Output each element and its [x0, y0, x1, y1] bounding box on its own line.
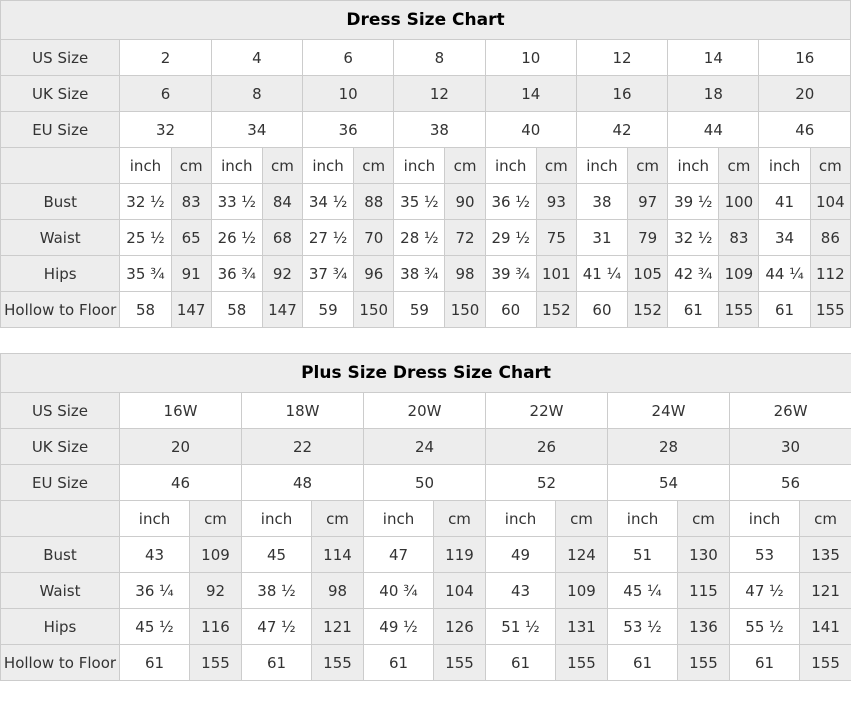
measurement-cm-cell: 121 [312, 609, 364, 645]
measurement-cm-cell: 86 [810, 220, 850, 256]
dress-size-chart-table [0, 0, 851, 328]
size-value-cell: 32 [120, 112, 211, 148]
size-value-cell: 6 [120, 76, 211, 112]
measurement-cm-cell: 152 [628, 292, 668, 328]
measurement-cm-cell: 90 [445, 184, 485, 220]
measurement-inch-cell: 55 ½ [730, 609, 800, 645]
measurement-inch-cell: 31 [576, 220, 627, 256]
size-value-cell: 26W [730, 393, 851, 429]
size-value-cell: 50 [364, 465, 486, 501]
size-value-cell: 8 [394, 40, 485, 76]
measurement-cm-cell: 98 [445, 256, 485, 292]
measurement-cm-cell: 98 [312, 573, 364, 609]
measurement-cm-cell: 147 [171, 292, 211, 328]
size-value-cell: 12 [394, 76, 485, 112]
size-value-cell: 4 [211, 40, 302, 76]
measurement-cm-cell: 92 [190, 573, 242, 609]
measurement-cm-cell: 104 [434, 573, 486, 609]
row-label: Bust [1, 537, 120, 573]
measurement-inch-cell: 38 ½ [242, 573, 312, 609]
row-label: Hollow to Floor [1, 645, 120, 681]
measurement-cm-cell: 147 [262, 292, 302, 328]
size-value-cell: 34 [211, 112, 302, 148]
unit-cm-cell: cm [536, 148, 576, 184]
size-value-cell: 14 [668, 40, 759, 76]
row-label: Hollow to Floor [1, 292, 120, 328]
measurement-inch-cell: 38 [576, 184, 627, 220]
measurement-cm-cell: 119 [434, 537, 486, 573]
size-value-cell: 20 [759, 76, 851, 112]
measurement-inch-cell: 42 ¾ [668, 256, 719, 292]
measurement-cm-cell: 135 [800, 537, 851, 573]
size-value-cell: 38 [394, 112, 485, 148]
measurement-inch-cell: 60 [576, 292, 627, 328]
measurement-cm-cell: 83 [171, 184, 211, 220]
measurement-inch-cell: 47 [364, 537, 434, 573]
measurement-inch-cell: 43 [120, 537, 190, 573]
unit-cm-cell: cm [556, 501, 608, 537]
unit-inch-cell: inch [576, 148, 627, 184]
row-label: Hips [1, 609, 120, 645]
measurement-inch-cell: 61 [486, 645, 556, 681]
measurement-inch-cell: 58 [211, 292, 262, 328]
measurement-cm-cell: 70 [354, 220, 394, 256]
measurement-cm-cell: 116 [190, 609, 242, 645]
measurement-cm-cell: 75 [536, 220, 576, 256]
measurement-cm-cell: 152 [536, 292, 576, 328]
measurement-cm-cell: 131 [556, 609, 608, 645]
measurement-inch-cell: 35 ¾ [120, 256, 171, 292]
unit-inch-cell: inch [364, 501, 434, 537]
measurement-cm-cell: 155 [810, 292, 850, 328]
size-value-cell: 36 [303, 112, 394, 148]
unit-row-label [1, 501, 120, 537]
unit-cm-cell: cm [810, 148, 850, 184]
measurement-cm-cell: 105 [628, 256, 668, 292]
measurement-cm-cell: 92 [262, 256, 302, 292]
size-value-cell: 14 [485, 76, 576, 112]
measurement-cm-cell: 109 [719, 256, 759, 292]
table-title: Dress Size Chart [1, 1, 851, 40]
size-value-cell: 24W [608, 393, 730, 429]
unit-cm-cell: cm [445, 148, 485, 184]
measurement-inch-cell: 35 ½ [394, 184, 445, 220]
measurement-cm-cell: 124 [556, 537, 608, 573]
size-value-cell: 54 [608, 465, 730, 501]
size-value-cell: 22 [242, 429, 364, 465]
size-value-cell: 28 [608, 429, 730, 465]
unit-cm-cell: cm [678, 501, 730, 537]
measurement-cm-cell: 91 [171, 256, 211, 292]
measurement-inch-cell: 28 ½ [394, 220, 445, 256]
measurement-cm-cell: 96 [354, 256, 394, 292]
measurement-inch-cell: 45 ¼ [608, 573, 678, 609]
size-value-cell: 16 [576, 76, 667, 112]
measurement-cm-cell: 130 [678, 537, 730, 573]
measurement-inch-cell: 61 [120, 645, 190, 681]
measurement-cm-cell: 101 [536, 256, 576, 292]
size-value-cell: 18 [668, 76, 759, 112]
unit-cm-cell: cm [434, 501, 486, 537]
unit-cm-cell: cm [719, 148, 759, 184]
measurement-inch-cell: 33 ½ [211, 184, 262, 220]
measurement-cm-cell: 104 [810, 184, 850, 220]
measurement-inch-cell: 34 [759, 220, 810, 256]
measurement-cm-cell: 114 [312, 537, 364, 573]
measurement-inch-cell: 59 [303, 292, 354, 328]
measurement-inch-cell: 34 ½ [303, 184, 354, 220]
measurement-cm-cell: 84 [262, 184, 302, 220]
measurement-inch-cell: 32 ½ [668, 220, 719, 256]
row-label: EU Size [1, 112, 120, 148]
unit-inch-cell: inch [608, 501, 678, 537]
size-value-cell: 44 [668, 112, 759, 148]
measurement-inch-cell: 61 [364, 645, 434, 681]
row-label: EU Size [1, 465, 120, 501]
row-label: Waist [1, 573, 120, 609]
measurement-inch-cell: 43 [486, 573, 556, 609]
unit-inch-cell: inch [120, 148, 171, 184]
size-value-cell: 10 [485, 40, 576, 76]
measurement-inch-cell: 40 ¾ [364, 573, 434, 609]
unit-cm-cell: cm [628, 148, 668, 184]
size-value-cell: 46 [120, 465, 242, 501]
measurement-inch-cell: 53 [730, 537, 800, 573]
measurement-inch-cell: 59 [394, 292, 445, 328]
measurement-cm-cell: 155 [678, 645, 730, 681]
size-value-cell: 12 [576, 40, 667, 76]
size-value-cell: 22W [486, 393, 608, 429]
unit-cm-cell: cm [312, 501, 364, 537]
measurement-inch-cell: 61 [608, 645, 678, 681]
measurement-cm-cell: 68 [262, 220, 302, 256]
measurement-inch-cell: 39 ¾ [485, 256, 536, 292]
unit-inch-cell: inch [394, 148, 445, 184]
measurement-cm-cell: 112 [810, 256, 850, 292]
measurement-cm-cell: 100 [719, 184, 759, 220]
measurement-inch-cell: 51 ½ [486, 609, 556, 645]
measurement-cm-cell: 155 [312, 645, 364, 681]
measurement-inch-cell: 32 ½ [120, 184, 171, 220]
measurement-cm-cell: 150 [445, 292, 485, 328]
measurement-inch-cell: 49 ½ [364, 609, 434, 645]
size-value-cell: 48 [242, 465, 364, 501]
size-value-cell: 56 [730, 465, 851, 501]
measurement-inch-cell: 29 ½ [485, 220, 536, 256]
measurement-cm-cell: 83 [719, 220, 759, 256]
measurement-cm-cell: 65 [171, 220, 211, 256]
measurement-inch-cell: 26 ½ [211, 220, 262, 256]
size-value-cell: 30 [730, 429, 851, 465]
size-value-cell: 16 [759, 40, 851, 76]
unit-cm-cell: cm [800, 501, 851, 537]
measurement-cm-cell: 141 [800, 609, 851, 645]
measurement-inch-cell: 61 [730, 645, 800, 681]
size-value-cell: 2 [120, 40, 211, 76]
measurement-cm-cell: 136 [678, 609, 730, 645]
measurement-inch-cell: 37 ¾ [303, 256, 354, 292]
measurement-cm-cell: 93 [536, 184, 576, 220]
size-value-cell: 40 [485, 112, 576, 148]
plus-size-dress-size-chart-table [0, 353, 851, 681]
measurement-inch-cell: 41 [759, 184, 810, 220]
row-label: UK Size [1, 76, 120, 112]
measurement-cm-cell: 155 [800, 645, 851, 681]
measurement-cm-cell: 155 [719, 292, 759, 328]
row-label: Bust [1, 184, 120, 220]
measurement-cm-cell: 88 [354, 184, 394, 220]
size-value-cell: 24 [364, 429, 486, 465]
row-label: US Size [1, 393, 120, 429]
unit-inch-cell: inch [303, 148, 354, 184]
unit-inch-cell: inch [730, 501, 800, 537]
unit-cm-cell: cm [354, 148, 394, 184]
measurement-cm-cell: 72 [445, 220, 485, 256]
measurement-inch-cell: 61 [242, 645, 312, 681]
size-value-cell: 26 [486, 429, 608, 465]
measurement-inch-cell: 49 [486, 537, 556, 573]
size-value-cell: 6 [303, 40, 394, 76]
unit-inch-cell: inch [242, 501, 312, 537]
measurement-cm-cell: 150 [354, 292, 394, 328]
size-value-cell: 16W [120, 393, 242, 429]
measurement-inch-cell: 45 [242, 537, 312, 573]
size-value-cell: 46 [759, 112, 851, 148]
measurement-cm-cell: 126 [434, 609, 486, 645]
row-label: Waist [1, 220, 120, 256]
measurement-inch-cell: 45 ½ [120, 609, 190, 645]
measurement-inch-cell: 27 ½ [303, 220, 354, 256]
measurement-inch-cell: 60 [485, 292, 536, 328]
measurement-inch-cell: 47 ½ [730, 573, 800, 609]
row-label: US Size [1, 40, 120, 76]
unit-row-label [1, 148, 120, 184]
measurement-inch-cell: 51 [608, 537, 678, 573]
table-title: Plus Size Dress Size Chart [1, 354, 851, 393]
measurement-inch-cell: 41 ¼ [576, 256, 627, 292]
measurement-inch-cell: 36 ¼ [120, 573, 190, 609]
unit-inch-cell: inch [485, 148, 536, 184]
unit-cm-cell: cm [190, 501, 242, 537]
measurement-inch-cell: 61 [759, 292, 810, 328]
unit-inch-cell: inch [759, 148, 810, 184]
row-label: Hips [1, 256, 120, 292]
size-value-cell: 20W [364, 393, 486, 429]
measurement-cm-cell: 115 [678, 573, 730, 609]
unit-inch-cell: inch [668, 148, 719, 184]
measurement-inch-cell: 61 [668, 292, 719, 328]
measurement-inch-cell: 38 ¾ [394, 256, 445, 292]
size-value-cell: 20 [120, 429, 242, 465]
measurement-inch-cell: 44 ¼ [759, 256, 810, 292]
measurement-inch-cell: 25 ½ [120, 220, 171, 256]
unit-cm-cell: cm [262, 148, 302, 184]
size-value-cell: 10 [303, 76, 394, 112]
unit-inch-cell: inch [486, 501, 556, 537]
measurement-cm-cell: 97 [628, 184, 668, 220]
measurement-inch-cell: 36 ¾ [211, 256, 262, 292]
measurement-cm-cell: 121 [800, 573, 851, 609]
size-value-cell: 42 [576, 112, 667, 148]
measurement-inch-cell: 58 [120, 292, 171, 328]
measurement-cm-cell: 109 [190, 537, 242, 573]
measurement-cm-cell: 155 [190, 645, 242, 681]
size-value-cell: 8 [211, 76, 302, 112]
measurement-cm-cell: 109 [556, 573, 608, 609]
row-label: UK Size [1, 429, 120, 465]
unit-inch-cell: inch [120, 501, 190, 537]
unit-cm-cell: cm [171, 148, 211, 184]
measurement-cm-cell: 155 [556, 645, 608, 681]
measurement-inch-cell: 39 ½ [668, 184, 719, 220]
size-value-cell: 52 [486, 465, 608, 501]
size-value-cell: 18W [242, 393, 364, 429]
measurement-cm-cell: 79 [628, 220, 668, 256]
measurement-inch-cell: 47 ½ [242, 609, 312, 645]
measurement-cm-cell: 155 [434, 645, 486, 681]
measurement-inch-cell: 36 ½ [485, 184, 536, 220]
measurement-inch-cell: 53 ½ [608, 609, 678, 645]
unit-inch-cell: inch [211, 148, 262, 184]
